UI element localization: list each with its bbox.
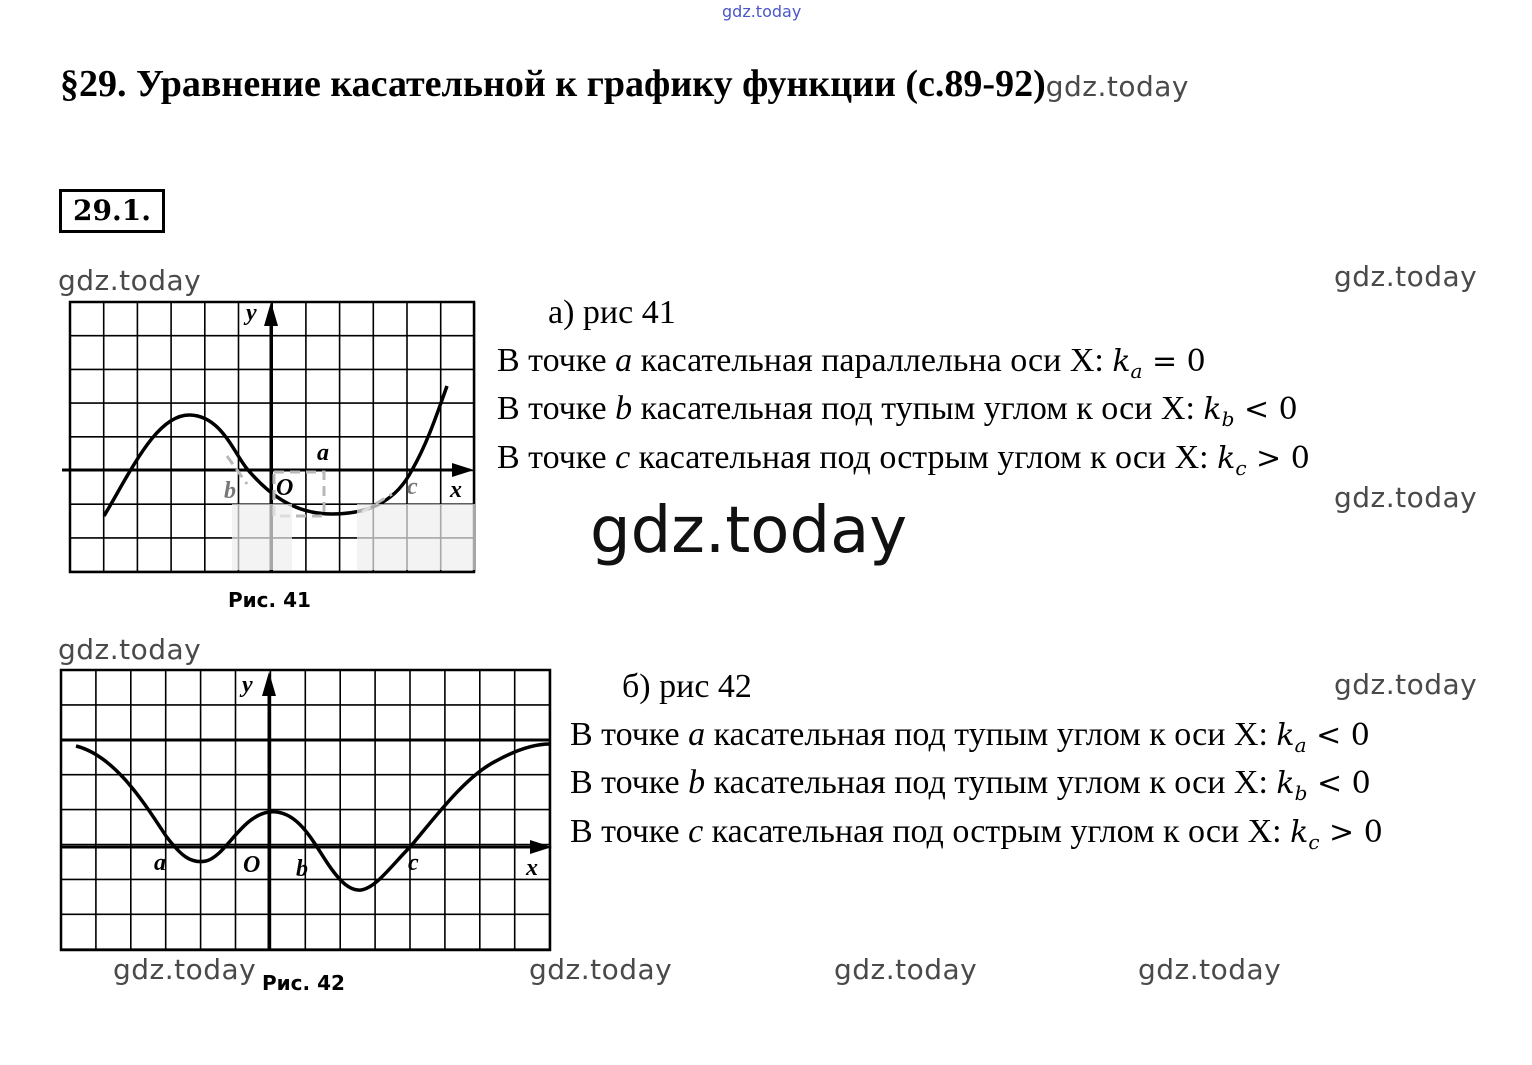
slope-k: k [1217, 441, 1236, 476]
slope-relation: < 0 [1307, 766, 1371, 801]
page-title [60, 62, 1189, 106]
figure-42-point-a: a [154, 850, 166, 876]
watermark-bottom-3: gdz.today [834, 953, 978, 986]
figure-41-caption: Рис. 41 [228, 588, 311, 612]
line-prefix: В точке [497, 439, 616, 476]
figure-42-curve [76, 744, 550, 890]
watermark-right-3: gdz.today [1334, 668, 1478, 701]
slope-relation: > 0 [1319, 815, 1383, 850]
watermark-bottom-2: gdz.today [529, 953, 673, 986]
figure-42-grid [61, 670, 550, 950]
slope-expression [1290, 815, 1383, 854]
slope-sub: b [1221, 407, 1235, 431]
problem-number: 29.1. [59, 189, 165, 233]
figure-41-x-arrow [452, 463, 474, 477]
watermark-left-2: gdz.today [58, 633, 202, 666]
slope-sub: c [1308, 830, 1320, 854]
watermark-big: gdz.today [590, 494, 908, 568]
slope-expression [1112, 344, 1206, 383]
figure-41-point-c: c [407, 474, 418, 500]
watermark-right-2: gdz.today [1334, 481, 1478, 514]
point-label: c [615, 439, 631, 476]
slope-sub: a [1130, 359, 1143, 383]
part-b-line-3 [570, 813, 1383, 854]
line-text: касательная под тупым углом к оси X: [705, 716, 1277, 753]
slope-k: k [1112, 344, 1131, 379]
figure-41-point-a: a [317, 440, 329, 466]
slope-relation: < 0 [1234, 392, 1298, 427]
point-label: c [688, 813, 704, 850]
figure-42-x-label: x [526, 855, 538, 881]
slope-relation: = 0 [1142, 344, 1206, 379]
figure-42-x-arrow [530, 840, 552, 854]
figure-41-point-b: b [224, 478, 236, 504]
slope-sub: c [1235, 456, 1247, 480]
figure-41-origin-label: O [276, 475, 294, 501]
line-prefix: В точке [497, 390, 616, 427]
watermark-left-1: gdz.today [58, 264, 202, 297]
figure-42-y-label: y [242, 672, 253, 698]
line-text: касательная под тупым углом к оси X: [632, 390, 1204, 427]
watermark-bottom-4: gdz.today [1138, 953, 1282, 986]
line-prefix: В точке [497, 342, 616, 379]
line-prefix: В точке [570, 716, 689, 753]
watermark-top: gdz.today [722, 2, 802, 21]
slope-relation: < 0 [1306, 718, 1370, 753]
part-b-line-1 [570, 716, 1370, 757]
part-a-heading: а) рис 41 [548, 294, 676, 331]
point-label: a [615, 342, 633, 379]
line-text: касательная под острым углом к оси X: [703, 813, 1291, 850]
slope-k: k [1290, 815, 1309, 850]
figure-41-y-label: y [246, 300, 257, 326]
line-prefix: В точке [570, 813, 689, 850]
part-a-line-2 [497, 390, 1298, 431]
slope-relation: > 0 [1246, 441, 1310, 476]
figure-42-y-arrow [262, 672, 276, 696]
slope-expression [1276, 718, 1370, 757]
point-label: b [615, 390, 633, 427]
figure-42-point-b: b [296, 856, 308, 882]
line-prefix: В точке [570, 764, 689, 801]
part-a-line-3 [497, 439, 1310, 480]
part-b-line-2 [570, 764, 1371, 805]
figure-41-x-label: x [450, 477, 462, 503]
watermark-right-1: gdz.today [1334, 260, 1478, 293]
figure-42-point-c: c [408, 850, 419, 876]
point-label: b [688, 764, 706, 801]
slope-expression [1203, 392, 1298, 431]
figure-42-caption: Рис. 42 [262, 971, 345, 995]
figure-42 [56, 666, 556, 956]
point-label: a [688, 716, 706, 753]
title-text: §29. Уравнение касательной к графику функции (с.89-92) [60, 63, 1046, 105]
slope-k: k [1203, 392, 1222, 427]
slope-sub: a [1294, 733, 1307, 757]
line-text: касательная под острым углом к оси X: [630, 439, 1218, 476]
figure-41 [62, 294, 482, 576]
slope-k: k [1276, 766, 1295, 801]
figure-41-y-arrow [264, 302, 278, 326]
figure-42-origin-label: O [243, 852, 261, 878]
slope-k: k [1276, 718, 1295, 753]
slope-sub: b [1294, 781, 1308, 805]
slope-expression [1276, 766, 1371, 805]
part-a-line-1 [497, 342, 1206, 383]
slope-expression [1217, 441, 1310, 480]
line-text: касательная параллельна оси X: [632, 342, 1113, 379]
watermark-bottom-1: gdz.today [113, 953, 257, 986]
line-text: касательная под тупым углом к оси X: [705, 764, 1277, 801]
watermark-title: gdz.today [1045, 70, 1189, 103]
part-b-heading: б) рис 42 [622, 668, 752, 705]
